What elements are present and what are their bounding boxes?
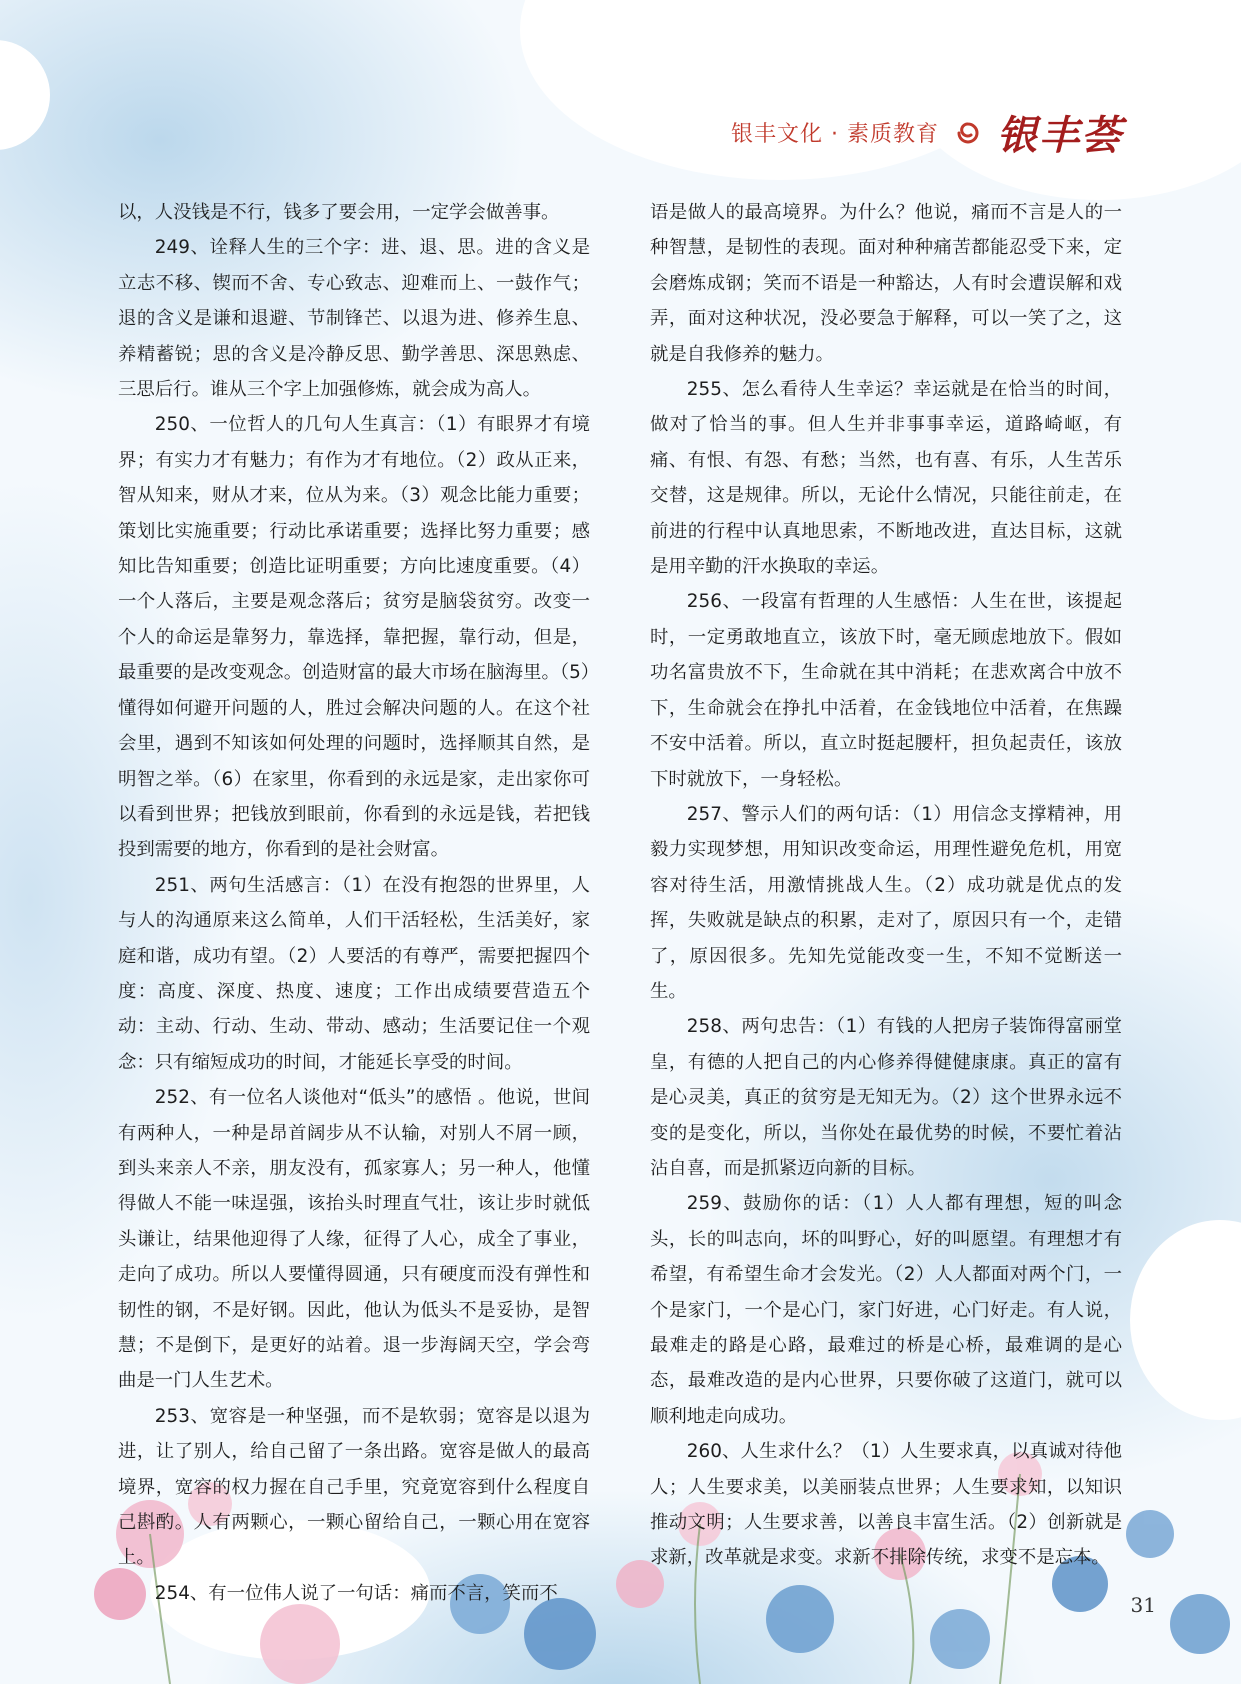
left-column bbox=[118, 195, 590, 1611]
header-text: 银丰文化 · 素质教育 bbox=[731, 122, 939, 147]
page-number: 31 bbox=[1130, 1593, 1156, 1617]
paragraph: 258、两句忠告：（1）有钱的人把房子装饰得富丽堂皇，有德的人把自己的内心修养得健健康康。真正的富有是心灵美，真正的贫穷是无知无为。（2）这个世界永远不变的是变化，所以，当你处在最优势的时候，不要忙着沾沾自喜，而是抓紧迈向新的目标。 bbox=[650, 1016, 1122, 1179]
paragraph: 250、一位哲人的几句人生真言：（1）有眼界才有境界；有实力才有魅力；有作为才有地位。（2）政从正来，智从知来，财从才来，位从为来。（3）观念比能力重要；策划比实施重要；行动比承诺重要；选择比努力重要；感知比告知重要；创造比证明重要；方向比速度重要。（4）一个人落后，主要是观念落后；贫穷是脑袋贫穷。改变一个人的命运是靠努力，靠选择，靠把握，靠行动，但是，最重要的是改变观念。创造财富的最大市场在脑海里。（5）懂得如何避开问题的人，胜过会解决问题的人。在这个社会里，遇到不知该如何处理的问题时，选择顺其自然，是明智之举。（6）在家里，你看到的永远是家，走出家你可以看到世界；把钱放到眼前，你看到的永远是钱，若把钱投到需要的地方，你看到的是社会财富。 bbox=[118, 414, 590, 861]
paragraph: 语是做人的最高境界。为什么？他说，痛而不言是人的一种智慧，是韧性的表现。面对种种痛苦都能忍受下来，定会磨炼成钢；笑而不语是一种豁达，人有时会遭误解和戏弄，面对这种状况，没必要急于解释，可以一笑了之，这就是自我修养的魅力。 bbox=[650, 202, 1122, 365]
paragraph: 260、人生求什么？（1）人生要求真，以真诚对待他人；人生要求美，以美丽装点世界；人生要求知，以知识推动文明；人生要求善，以善良丰富生活。（2）创新就是求新，改革就是求变。求新不排除传统，求变不是忘本。 bbox=[650, 1441, 1122, 1569]
paragraph: 254、有一位伟人说了一句话：痛而不言，笑而不 bbox=[154, 1582, 558, 1604]
paragraph: 255、怎么看待人生幸运？幸运就是在恰当的时间，做对了恰当的事。但人生并非事事幸运，道路崎岖，有痛、有恨、有怨、有愁；当然，也有喜、有乐，人生苦乐交替，这是规律。所以，无论什么情况，只能往前走，在前进的行程中认真地思索，不断地改进，直达目标，这就是用辛勤的汗水换取的幸运。 bbox=[650, 379, 1122, 578]
paragraph: 253、宽容是一种坚强，而不是软弱；宽容是以退为进，让了别人，给自己留了一条出路。宽容是做人的最高境界，宽容的权力握在自己手里，究竟宽容到什么程度自己斟酌。人有两颗心，一颗心留给自己，一颗心用在宽容上。 bbox=[118, 1405, 590, 1569]
swirl-icon bbox=[953, 118, 983, 148]
paragraph: 以，人没钱是不行，钱多了要会用，一定学会做善事。 bbox=[118, 202, 560, 223]
paragraph: 252、有一位名人谈他对“低头”的感悟 。他说，世间有两种人，一种是昂首阔步从不认输，对别人不屑一顾，到头来亲人不亲，朋友没有，孤家寡人；另一种人，他懂得做人不能一味逞强，该抬头时理直气壮，该让步时就低头谦让，结果他迎得了人缘，征得了人心，成全了事业，走向了成功。所以人要懂得圆通，只有硬度而没有弹性和韧性的钢，不是好钢。因此，他认为低头不是妥协，是智慧；不是倒下，是更好的站着。退一步海阔天空，学会弯曲是一门人生艺术。 bbox=[118, 1087, 590, 1392]
paragraph: 251、两句生活感言：（1）在没有抱怨的世界里，人与人的沟通原来这么简单，人们干活轻松，生活美好，家庭和谐，成功有望。（2）人要活的有尊严，需要把握四个度：高度、深度、热度、速度；工作出成绩要营造五个动：主动、行动、生动、带动、感动；生活要记住一个观念：只有缩短成功的时间，才能延长享受的时间。 bbox=[118, 874, 590, 1073]
paragraph: 259、鼓励你的话：（1）人人都有理想，短的叫念头，长的叫志向，坏的叫野心，好的叫愿望。有理想才有希望，有希望生命才会发光。（2）人人都面对两个门，一个是家门，一个是心门，家门好进，心门好走。有人说，最难走的路是心路，最难过的桥是心桥，最难调的是心态，最难改造的是内心世界，只要你破了这道门，就可以顺利地走向成功。 bbox=[650, 1193, 1122, 1427]
page-header bbox=[731, 104, 1123, 161]
paragraph: 256、一段富有哲理的人生感悟：人生在世，该提起时，一定勇敢地直立，该放下时，毫无顾虑地放下。假如功名富贵放不下，生命就在其中消耗；在悲欢离合中放不下，生命就会在挣扎中活着，在金钱地位中活着，在焦躁不安中活着。所以，直立时挺起腰杆，担负起责任，该放下时就放下，一身轻松。 bbox=[650, 591, 1122, 790]
paragraph: 257、警示人们的两句话：（1）用信念支撑精神，用毅力实现梦想，用知识改变命运，用理性避免危机，用宽容对待生活，用激情挑战人生。（2）成功就是优点的发挥，失败就是缺点的积累，走对了，原因只有一个，走错了，原因很多。先知先觉能改变一生，不知不觉断送一生。 bbox=[650, 803, 1122, 1002]
paragraph: 249、诠释人生的三个字：进、退、思。进的含义是立志不移、锲而不舍、专心致志、迎难而上、一鼓作气；退的含义是谦和退避、节制锋芒、以退为进、修养生息、养精蓄锐；思的含义是冷静反思、勤学善思、深思熟虑、三思后行。谁从三个字上加强修炼，就会成为高人。 bbox=[118, 237, 590, 401]
brand-logo: 银丰荟 bbox=[997, 112, 1123, 159]
right-column bbox=[650, 195, 1122, 1576]
